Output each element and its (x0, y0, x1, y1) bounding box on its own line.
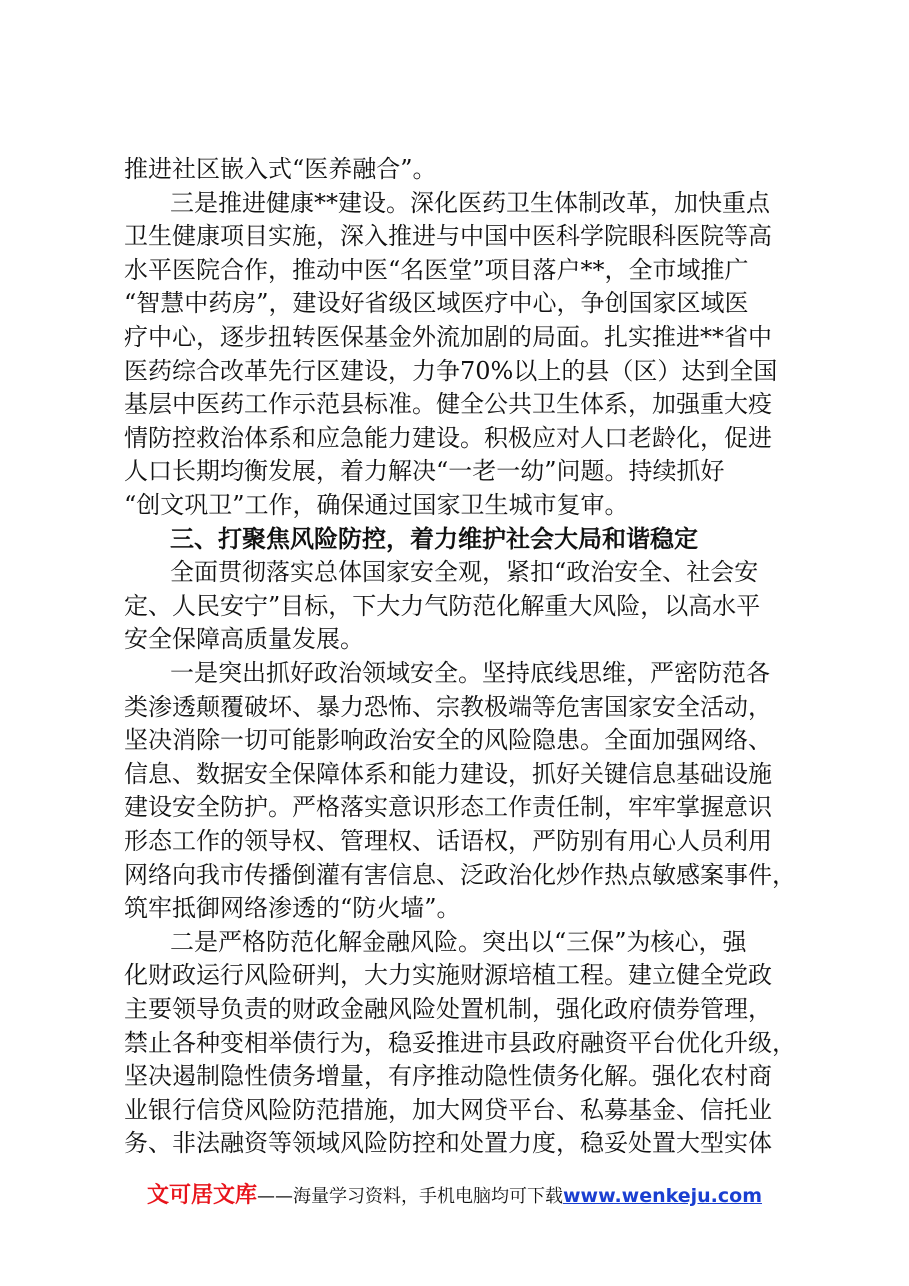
text-line: 坚决遏制隐性债务增量，有序推动隐性债务化解。强化农村商 (124, 1062, 772, 1091)
text-line: 类渗透颠覆破坏、暴力恐怖、宗教极端等危害国家安全活动， (124, 692, 772, 721)
footer-brand: 文可居文库 (146, 1183, 257, 1208)
text-line: 形态工作的领导权、管理权、话语权，严防别有用心人员利用 (124, 827, 772, 855)
text-line: 建设安全防护。严格落实意识形态工作责任制，牢牢掌握意识 (124, 793, 772, 822)
text-line: 人口长期均衡发展，着力解决“一老一幼”问题。持续抓好 (124, 457, 725, 486)
footer-banner (0, 1178, 909, 1209)
text-line: “创文巩卫”工作，确保通过国家卫生城市复审。 (124, 491, 629, 519)
text-line: 疗中心，逐步扭转医保基金外流加剧的局面。扎实推进**省中 (124, 323, 772, 351)
text-line: 筑牢抵御网络渗透的“防火墙”。 (124, 894, 461, 923)
text-line: 业银行信贷风险防范措施，加大网贷平台、私募基金、信托业 (124, 1095, 772, 1124)
text-line: 推进社区嵌入式“医养融合”。 (124, 155, 437, 183)
text-line: 二是严格防范化解金融风险。突出以“三保”为核心，强 (170, 927, 747, 956)
text-line: 三是推进健康**建设。深化医药卫生体制改革，加快重点 (170, 188, 770, 217)
footer-slogan: ——海量学习资料，手机电脑均可下载 (257, 1186, 563, 1207)
text-line: 定、人民安宁”目标，下大力气防范化解重大风险，以高水平 (124, 591, 761, 620)
text-line: 禁止各种变相举债行为，稳妥推进市县政府融资平台优化升级， (124, 1028, 796, 1057)
footer-link[interactable]: www.wenkeju.com (563, 1185, 763, 1207)
text-line: 信息、数据安全保障体系和能力建设，抓好关键信息基础设施 (124, 759, 772, 788)
text-line: 医药综合改革先行区建设，力争70%以上的县（区）达到全国 (124, 356, 778, 385)
text-line: 水平医院合作，推动中医“名医堂”项目落户**，全市域推广 (124, 255, 749, 284)
text-line: 主要领导负责的财政金融风险处置机制，强化政府债券管理， (124, 995, 772, 1023)
text-line: 化财政运行风险研判，大力实施财源培植工程。建立健全党政 (124, 961, 772, 990)
text-line: 情防控救治体系和应急能力建设。积极应对人口老龄化，促进 (124, 423, 772, 452)
text-line: 安全保障高质量发展。 (124, 625, 364, 654)
text-line: 网络向我市传播倒灌有害信息、泛政治化炒作热点敏感案事件， (124, 860, 796, 889)
text-line: “智慧中药房”，建设好省级区域医疗中心，争创国家区域医 (124, 289, 749, 318)
text-line: 卫生健康项目实施，深入推进与中国中医科学院眼科医院等高 (124, 222, 772, 251)
text-line: 基层中医药工作示范县标准。健全公共卫生体系，加强重大疫 (124, 390, 772, 419)
text-line: 一是突出抓好政治领域安全。坚持底线思维，严密防范各 (170, 659, 770, 687)
text-line: 坚决消除一切可能影响政治安全的风险隐患。全面加强网络、 (124, 726, 772, 755)
text-line: 务、非法融资等领域风险防控和处置力度，稳妥处置大型实体 (124, 1129, 772, 1158)
section-heading: 三、打聚焦风险防控，着力维护社会大局和谐稳定 (170, 524, 698, 553)
text-line: 全面贯彻落实总体国家安全观，紧扣“政治安全、社会安 (170, 558, 759, 587)
